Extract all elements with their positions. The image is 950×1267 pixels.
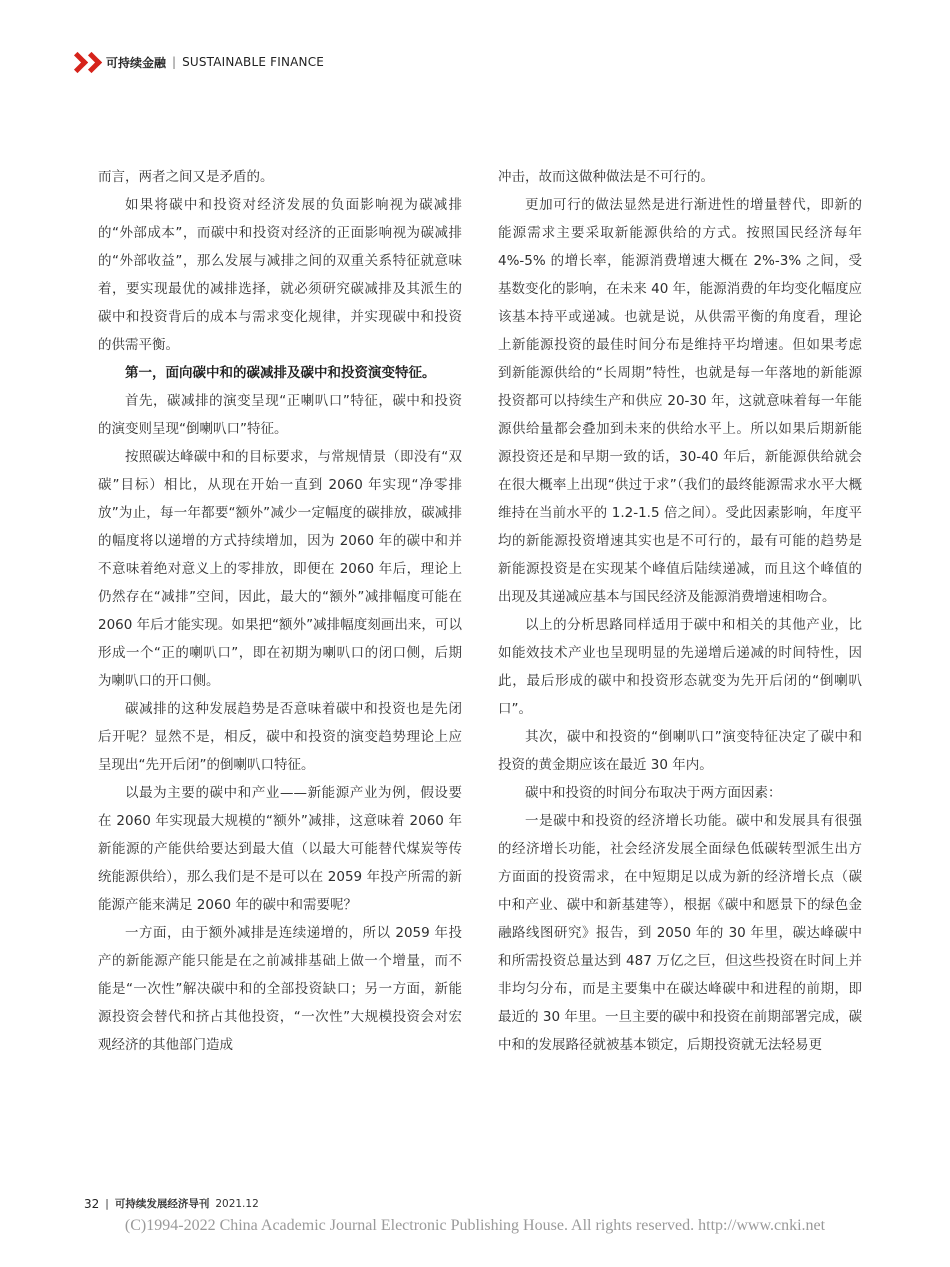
paragraph: 而言，两者之间又是矛盾的。 — [98, 169, 274, 185]
left-text-column — [98, 163, 462, 1059]
paragraph: 碳减排的这种发展趋势是否意味着碳中和投资也是先闭后开呢？显然不是，相反，碳中和投资的演变趋势理论上应呈现出“先开后闭”的倒喇叭口特征。 — [98, 701, 462, 773]
paragraph: 首先，碳减排的演变呈现“正喇叭口”特征，碳中和投资的演变则呈现“倒喇叭口”特征。 — [98, 393, 462, 437]
page-number: 32 — [84, 1196, 100, 1211]
copyright-notice: (C)1994-2022 China Academic Journal Electronic Publishing House. All rights reserved. http://www.cnki.net — [124, 1217, 826, 1234]
journal-name: 可持续发展经济导刊 — [114, 1198, 210, 1210]
double-chevron-icon — [70, 55, 98, 70]
section-title-cn: 可持续金融 — [106, 55, 167, 70]
paragraph: 如果将碳中和投资对经济发展的负面影响视为碳减排的“外部成本”，而碳中和投资对经济的正面影响视为碳减排的“外部收益”，那么发展与减排之间的双重关系特征就意味着，要实现最优的减排选择，就必须研究碳减排及其派生的碳中和投资背后的成本与需求变化规律，并实现碳中和投资的供需平衡。 — [98, 197, 462, 353]
paragraph: 一是碳中和投资的经济增长功能。碳中和发展具有很强的经济增长功能，社会经济发展全面绿色低碳转型派生出方方面面的投资需求，在中短期足以成为新的经济增长点（碳中和产业、碳中和新基建等），根据《碳中和愿景下的绿色金融路线图研究》报告，到 2050 年的 30 年里，碳达峰碳中和所需投资总量达到 487 万亿之巨，但这些投资在时间上并非均匀分布，而是主要集中在碳达峰碳中和进程的前期，即最近的 30 年里。一旦主要的碳中和投资在前期部署完成，碳中和的发展路径就被基本锁定，后期投资就无法轻易更 — [498, 813, 862, 1053]
section-title-en: SUSTAINABLE FINANCE — [182, 55, 325, 69]
paragraph: 其次，碳中和投资的“倒喇叭口”演变特征决定了碳中和投资的黄金期应该在最近 30 年内。 — [498, 729, 862, 773]
paragraph: 以上的分析思路同样适用于碳中和相关的其他产业，比如能效技术产业也呈现明显的先递增后递减的时间特性，因此，最后形成的碳中和投资形态就变为先开后闭的“倒喇叭口”。 — [498, 617, 862, 717]
header-separator: | — [172, 55, 177, 69]
running-header — [70, 47, 324, 77]
footer-separator: | — [105, 1197, 109, 1210]
paragraph: 更加可行的做法显然是进行渐进性的增量替代，即新的能源需求主要采取新能源供给的方式。按照国民经济每年 4%-5% 的增长率，能源消费增速大概在 2%-3% 之间，受基数变化的影响，在未来 40 年，能源消费的年均变化幅度应该基本持平或递减。也就是说，从供需平衡的角度看，理论上新能源投资的最佳时间分布是维持平均增速。但如果考虑到新能源供给的“长周期”特性，也就是每一年落地的新能源投资都可以持续生产和供应 20-30 年，这就意味着每一年能源供给量都会叠加到未来的供给水平上。所以如果后期新能源投资还是和早期一致的话，30-40 年后，新能源供给就会在很大概率上出现“供过于求”（我们的最终能源需求水平大概维持在当前水平的 1.2-1.5 倍之间）。受此因素影响，年度平均的新能源投资增速其实也是不可行的，最有可能的趋势是新能源投资是在实现某个峰值后陆续递减，而且这个峰值的出现及其递减应基本与国民经济及能源消费增速相吻合。 — [498, 197, 862, 605]
right-text-column — [498, 163, 862, 1059]
page-footer — [84, 1196, 259, 1211]
paragraph: 按照碳达峰碳中和的目标要求，与常规情景（即没有“双碳”目标）相比，从现在开始一直到 2060 年实现“净零排放”为止，每一年都要“额外”减少一定幅度的碳排放，碳减排的幅度将以递增的方式持续增加，因为 2060 年的碳中和并不意味着绝对意义上的零排放，即便在 2060 年后，理论上仍然存在“减排”空间，因此，最大的“额外”减排幅度可能在 2060 年后才能实现。如果把“额外”减排幅度刻画出来，可以形成一个“正的喇叭口”，即在初期为喇叭口的闭口侧，后期为喇叭口的开口侧。 — [98, 449, 462, 689]
issue-date: 2021.12 — [215, 1197, 259, 1210]
paragraph: 以最为主要的碳中和产业——新能源产业为例，假设要在 2060 年实现最大规模的“额外”减排，这意味着 2060 年新能源的产能供给要达到最大值（以最大可能替代煤炭等传统能源供给），那么我们是不是可以在 2059 年投产所需的新能源产能来满足 2060 年的碳中和需要呢？ — [98, 785, 462, 913]
paragraph: 碳中和投资的时间分布取决于两方面因素： — [525, 785, 782, 801]
section-heading: 第一，面向碳中和的碳减排及碳中和投资演变特征。 — [125, 365, 436, 381]
paragraph: 冲击，故而这做种做法是不可行的。 — [498, 169, 714, 185]
paragraph: 一方面，由于额外减排是连续递增的，所以 2059 年投产的新能源产能只能是在之前减排基础上做一个增量，而不能是“一次性”解决碳中和的全部投资缺口；另一方面，新能源投资会替代和挤占其他投资，“一次性”大规模投资会对宏观经济的其他部门造成 — [98, 925, 462, 1053]
